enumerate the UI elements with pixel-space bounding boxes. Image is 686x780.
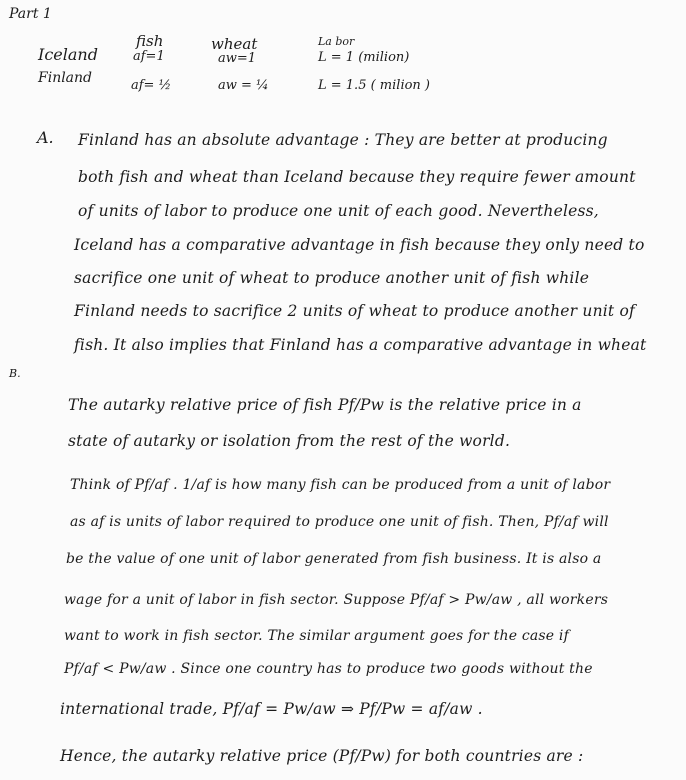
section-a-line-4: Iceland has a comparative advantage in fish because they only need to — [74, 236, 645, 254]
section-a-label: A. — [37, 128, 54, 147]
header-fish: fish — [136, 32, 164, 50]
section-a-line-2: both fish and wheat than Iceland because they require fewer amount — [78, 168, 636, 186]
row-labor-iceland: L = 1 (milion) — [318, 50, 410, 65]
section-a-line-7: fish. It also implies that Finland has a comparative advantage in wheat — [74, 336, 647, 354]
section-a-line-5: sacrifice one unit of wheat to produce another unit of fish while — [74, 269, 590, 287]
section-b-line-8: Pf/af < Pw/aw . Since one country has to produce two goods without the — [64, 661, 593, 677]
row-country-finland: Finland — [38, 70, 93, 86]
section-a-line-6: Finland needs to sacrifice 2 units of wheat to produce another unit of — [74, 302, 635, 320]
row-fish-iceland: af=1 — [133, 49, 165, 64]
section-b-line-1: The autarky relative price of fish Pf/Pw is the relative price in a — [68, 396, 582, 414]
part-title: Part 1 — [9, 6, 52, 22]
section-a-line-3: of units of labor to produce one unit of each good. Nevertheless, — [78, 202, 599, 220]
row-country-iceland: Iceland — [38, 45, 98, 64]
section-b-line-10: Hence, the autarky relative price (Pf/Pw) for both countries are : — [60, 747, 584, 765]
row-wheat-iceland: aw=1 — [218, 51, 257, 66]
row-fish-finland: af= ½ — [131, 78, 172, 93]
section-b-line-6: wage for a unit of labor in fish sector. Suppose Pf/af > Pw/aw , all workers — [64, 592, 609, 608]
section-b-label: B. — [9, 367, 21, 380]
section-b-line-4: as af is units of labor required to produce one unit of fish. Then, Pf/af will — [70, 514, 609, 530]
header-labor: La bor — [318, 35, 355, 48]
section-b-line-9: international trade, Pf/af = Pw/aw ⇒ Pf/Pw = af/aw . — [60, 700, 483, 718]
section-a-line-1: Finland has an absolute advantage : They are better at producing — [78, 131, 608, 149]
section-b-line-3: Think of Pf/af . 1/af is how many fish can be produced from a unit of labor — [70, 477, 611, 493]
section-b-line-2: state of autarky or isolation from the rest of the world. — [68, 432, 511, 450]
section-b-line-5: be the value of one unit of labor generated from fish business. It is also a — [66, 551, 602, 567]
row-wheat-finland: aw = ¼ — [218, 78, 269, 93]
row-labor-finland: L = 1.5 ( milion ) — [318, 78, 431, 93]
section-b-line-7: want to work in fish sector. The similar argument goes for the case if — [64, 628, 569, 644]
header-wheat: wheat — [211, 35, 258, 53]
